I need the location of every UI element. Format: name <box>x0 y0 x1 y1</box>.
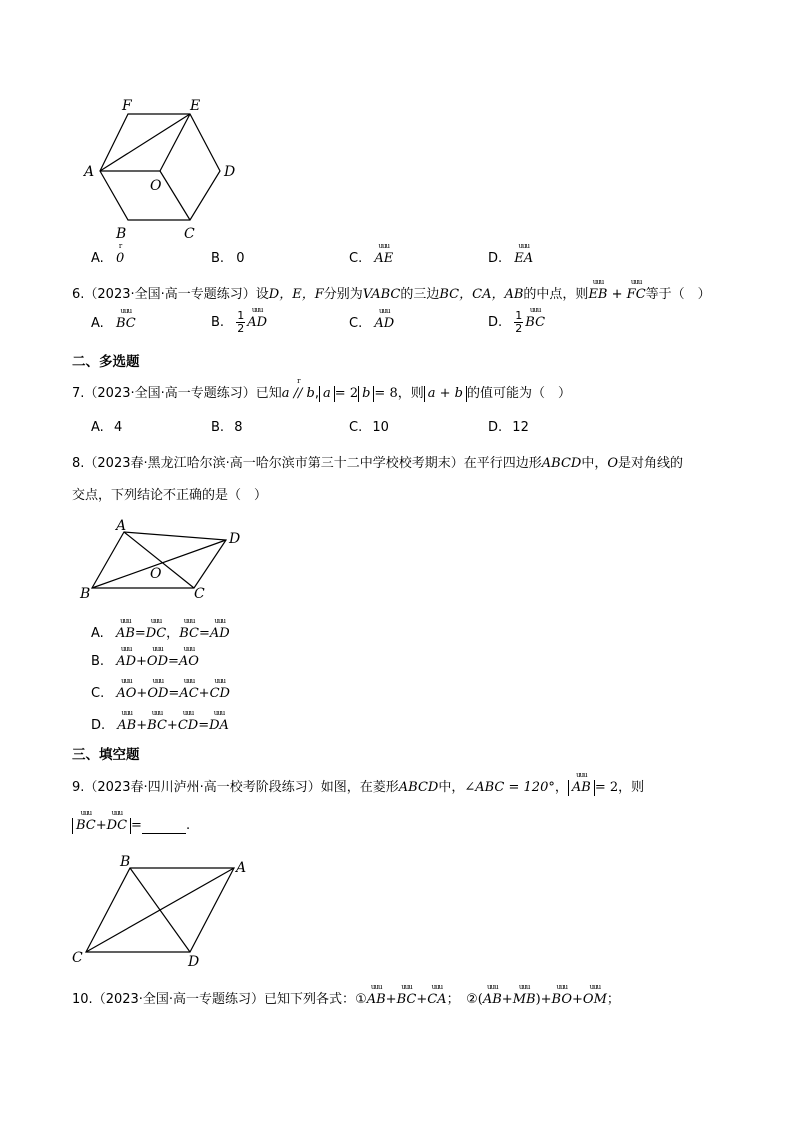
q8-option-a[interactable]: A. uuu AB=uuu DC，uuu BC=uuu AD <box>91 622 230 641</box>
para-label-c: C <box>194 586 205 602</box>
q6-option-c[interactable]: C. uuu AD <box>349 316 394 331</box>
q6-option-a[interactable]: A. uuu BC <box>91 316 136 331</box>
hex-label-f: F <box>122 98 132 114</box>
question-source: （2023·全国·高一专题练习） <box>84 287 256 302</box>
option-key: B. <box>211 251 225 266</box>
question-number: 6. <box>72 287 85 302</box>
option-vector: uuu AE <box>374 251 393 266</box>
hex-label-o: O <box>150 178 162 194</box>
section-title-fill-in: 三、填空题 <box>72 747 140 763</box>
q7-option-d[interactable]: D. 12 <box>488 420 529 435</box>
question-7: 7.（2023·全国·高一专题练习）已知r a // b, a = 2 b = 8，则 a + b 的值可能为（ ） <box>72 382 571 402</box>
para-label-b: B <box>80 586 91 602</box>
hexagon-figure <box>80 96 250 246</box>
q7-option-b[interactable]: B. 8 <box>211 420 243 435</box>
question-8-line-2: 交点，下列结论不正确的是（ ） <box>72 488 268 503</box>
parallelogram-figure <box>72 518 252 608</box>
q6-option-d[interactable]: D. $\frac{1}{2}$ uuu BC <box>488 310 545 335</box>
rhombus-label-c: C <box>72 950 83 966</box>
q5-option-d[interactable] <box>488 251 533 266</box>
hex-label-a: A <box>84 164 95 180</box>
question-10: 10.（2023·全国·高一专题练习）已知下列各式：①uuu AB+uuu BC+uuu CA； ②(uuu AB+uuu MB)+uuu BO+uuu OM； <box>72 988 620 1007</box>
hex-label-c: C <box>184 226 195 242</box>
q7-option-a[interactable]: A. 4 <box>91 420 123 435</box>
hex-label-d: D <box>224 164 236 180</box>
q5-option-b[interactable] <box>211 251 244 266</box>
question-6: 6.（2023·全国·高一专题练习）设D，E，F分别为VABC的三边BC，CA，AB的中点，则uuu EB + uuu FC等于（ ） <box>72 283 711 302</box>
para-label-o: O <box>150 566 162 582</box>
para-label-a: A <box>116 518 127 534</box>
answer-blank[interactable] <box>142 821 186 834</box>
q6-option-b[interactable]: B. $\frac{1}{2}$ uuu AD <box>211 310 267 335</box>
hex-label-b: B <box>116 226 127 242</box>
rhombus-label-a: A <box>236 860 247 876</box>
option-vector: uuu EA <box>514 251 533 266</box>
rhombus-label-d: D <box>188 954 200 970</box>
option-text: 0 <box>236 251 245 266</box>
rhombus-label-b: B <box>120 854 131 870</box>
question-9-line-2: uuu BC+uuu DC = . <box>72 818 190 834</box>
q8-option-b[interactable]: B. uuu AD+uuu OD=uuu AO <box>91 654 199 669</box>
q5-option-a[interactable] <box>91 251 124 266</box>
zero-vector: r 0 <box>116 251 124 266</box>
q5-option-c[interactable] <box>349 251 393 266</box>
q8-option-d[interactable]: D. uuu AB+uuu BC+uuu CD=uuu DA <box>91 718 229 733</box>
question-8: 8.（2023春·黑龙江哈尔滨·高一哈尔滨市第三十二中学校校考期末）在平行四边形ABCD中，O是对角线的 <box>72 456 684 471</box>
para-label-d: D <box>229 531 241 547</box>
q7-option-c[interactable]: C. 10 <box>349 420 389 435</box>
question-9: 9.（2023春·四川泸州·高一校考阶段练习）如图，在菱形ABCD中，∠ABC = 120°，uuu AB = 2，则 <box>72 776 644 796</box>
section-title-multiple-choice: 二、多选题 <box>72 354 140 370</box>
q8-option-c[interactable]: C. uuu AO+uuu OD=uuu AC+uuu CD <box>91 686 230 701</box>
option-key: A. <box>91 251 104 266</box>
option-key: D. <box>488 251 503 266</box>
rhombus-figure <box>68 852 258 972</box>
option-key: C. <box>349 251 363 266</box>
hex-label-e: E <box>190 98 201 114</box>
